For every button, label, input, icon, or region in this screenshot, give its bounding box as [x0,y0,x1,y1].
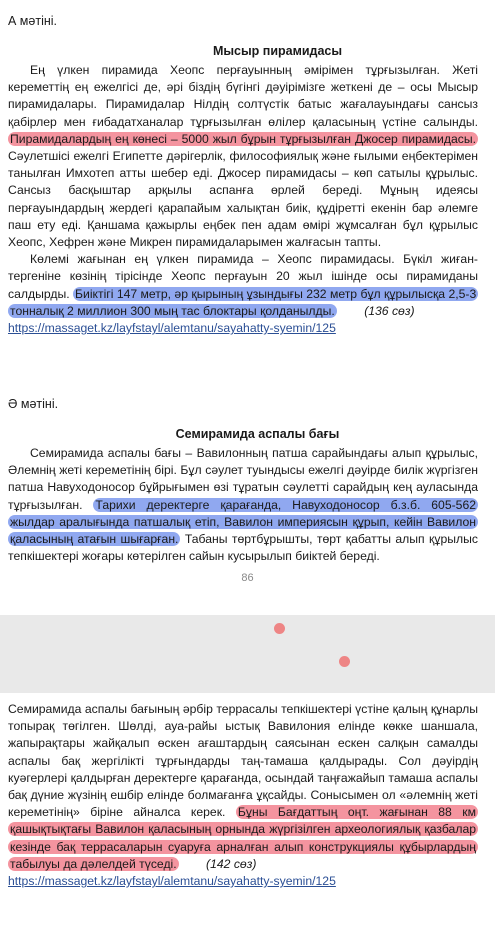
text-b-p2-start: Семирамида аспалы бағының әрбір террасалы тепкішектері үстіне қалың құнарлы топырақ төгілген. Шөлді, ауа-райы ыстық Вавилония елінде көкке шаншала, жапырақтары жайқалып өскен ағаштардың саясынан ескен салқын самалды аспалы бақ жергілікті тұрғындарды таң-тамаша қалдырады. Сол дәуірдің куәгерлері қалдырған деректерге қарағанда, осындай таңғажайып тамаша аспалы бақ дүние жүзінің ешбір елінде болмағанға ұқсайды. Сонысымен ол «әлемнің жеті кереметінің» біріне айналса керек. [8,702,478,820]
text-a-body [8,62,478,337]
text-a-title: Мысыр пирамидасы [212,44,343,58]
page-number: 86 [241,572,254,584]
document-page-2 [0,693,495,939]
red-highlight-archaeology: Бұны Бағдаттың оңт. жағынан 88 км қашықтықтағы Вавилон қаласының орнында жүргізілген археологиялық қазбалар кезінде бақ террасаларын суаруға арналған алып конструкциялы құбырлардың табылуы да дәлелдей түседі. [10,805,476,871]
red-highlight-sentence: Пирамидалардың ең көнесі – 5000 жыл бұрын тұрғызылған Джосер пирамидасы. [10,131,476,146]
text-b-continued [8,701,478,890]
text-b-p1-start: Семирамида аспалы бағы – Вавилонның патша сарайындағы алып құрылыс, Әлемнің жеті кереметінің бірі. Бұл сәулет туындысы ежелгі дәуірде билік жүргізген патша Навуходоносор бұйрығымен өзі тұратын сәулетті сарайдың кең ауласында тұрғызылған. [8,446,478,512]
word-count-a: (136 сөз) [364,303,415,318]
blue-highlight-history: Тарихи деректерге қарағанда, Навуходоносор б.з.б. 605-562 жылдар аралығында патшалық етіп, Вавилон империясын құрып, кейін Вавилон қаласының атағын шығарған. [10,497,477,547]
text-b-body [8,445,478,565]
source-link-a[interactable]: https://massaget.kz/layfstayl/alemtanu/sayahatty-syemin/125 [8,321,336,336]
text-b-p1-end: Табаны төртбұрышты, төрт қабатты алып құрылыс тепкішектері жоғары көтерілген сайын кусырылып биіктей береді. [8,532,478,564]
blue-highlight-sentence: Биіктігі 147 метр, әр қырының ұзындығы 232 метр бұл құрылысқа 2,5-3 тонналық 2 миллион 300 мың тас блоктары қолданылды. [10,286,477,318]
text-a-p1-start: Ең үлкен пирамида Хеопс перғауынның әмірімен тұрғызылған. Жеті кереметтің ең ежелгісі де, әрі біздің бүгінгі дәуірімізге жеткені де – осы Мысыр пирамидалары. Пирамидалар Нілдің солтүстік батыс жағалауындағы сансыз қабірлер мен ғибадатханалар тұрғызылған өлілер қаласының үстіне салынды. [8,63,478,129]
word-count-b: (142 сөз) [206,856,257,871]
text-b-title: Семирамида аспалы бағы [175,427,340,441]
annotation-dot [274,623,285,634]
text-a-paragraph-2 [8,251,478,337]
text-b-label: Ә мәтіні. [8,397,59,411]
text-b-paragraph-1 [8,445,478,565]
text-a-paragraph-1 [8,62,478,251]
source-link-b[interactable]: https://massaget.kz/layfstayl/alemtanu/sayahatty-syemin/125 [8,874,336,889]
text-b-paragraph-2 [8,701,478,890]
text-a-label: А мәтіні. [8,14,58,28]
text-a-p1-end: Сәулетшісі ежелгі Египетте дәрігерлік, философиялық және ғылыми еңбектерімен танылған Имхотеп атты шебер еді. Джосер пирамидасы – көп сатылы құрылыс. Сансыз басқыштар арқылы аспанға өрлей береді. Мұның идеясы перғауындардың жердегі қарапайым халықтан биік, құдіретті екенін бар әлемге паш ету еді. Қаншама қажырлы еңбек пен адам өмірі жұмсалған бұл құрылыс Хеопс, Хефрен және Микрен пирамидаларымен жалғасын тапты. [8,149,478,250]
text-a-p2-start: Көлемі жағынан ең үлкен пирамида – Хеопс пирамидасы. Бүкіл жиған-тергеніне көзінің тірісінде Хеопс перғауын 20 жыл ішінде осы пирамиданы салдырды. [8,252,478,301]
annotation-dot [339,656,350,667]
